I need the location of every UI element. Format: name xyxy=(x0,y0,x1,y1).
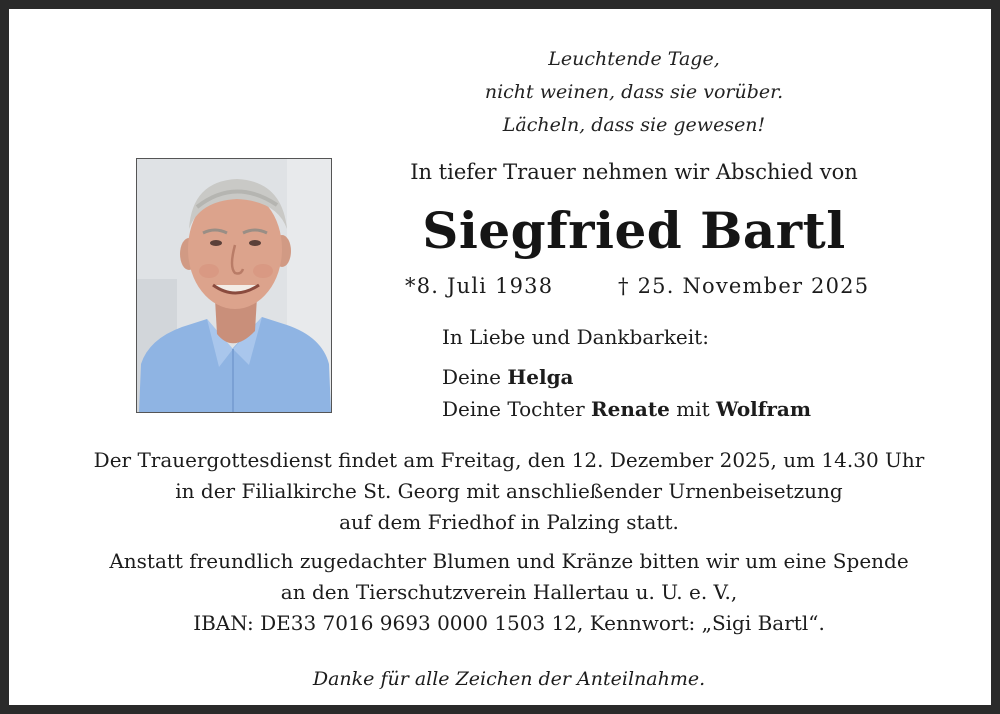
mourner-line-2 xyxy=(442,393,811,425)
service-line-2: in der Filialkirche St. Georg mit anschließender Urnenbeisetzung xyxy=(175,479,843,503)
donation-line-2: an den Tierschutzverein Hallertau u. U. e. V., xyxy=(280,580,738,604)
mourner-connector: mit xyxy=(669,397,716,421)
donation-line-3: IBAN: DE33 7016 9693 0000 1503 12, Kennwort: „Sigi Bartl“. xyxy=(193,611,825,635)
thanks-note: Danke für alle Zeichen der Anteilnahme. xyxy=(312,668,706,690)
mourners-heading: In Liebe und Dankbarkeit: xyxy=(442,325,709,349)
mourner-name: Renate xyxy=(591,397,670,421)
service-line-1: Der Trauergottesdienst findet am Freitag, den 12. Dezember 2025, um 14.30 Uhr xyxy=(93,448,925,472)
mourner-name: Wolfram xyxy=(715,397,812,421)
portrait-illustration xyxy=(137,159,331,412)
verse-line-3: Lächeln, dass sie gewesen! xyxy=(502,114,766,136)
donation-line-1: Anstatt freundlich zugedachter Blumen und Kränze bitten wir um eine Spende xyxy=(109,549,909,573)
donation-info xyxy=(9,546,1000,639)
deceased-name: Siegfried Bartl xyxy=(422,201,846,260)
mourners-list xyxy=(442,361,811,425)
farewell-intro: In tiefer Trauer nehmen wir Abschied von xyxy=(410,160,858,184)
birth-date: *8. Juli 1938 xyxy=(405,274,554,298)
death-date: † 25. November 2025 xyxy=(618,274,870,298)
portrait-photo xyxy=(136,158,332,413)
memorial-verse xyxy=(439,43,829,142)
service-line-3: auf dem Friedhof in Palzing statt. xyxy=(339,510,679,534)
mourner-prefix: Deine Tochter xyxy=(442,397,592,421)
mourner-name: Helga xyxy=(507,365,574,389)
mourner-prefix: Deine xyxy=(442,365,508,389)
service-info xyxy=(9,445,1000,538)
verse-line-2: nicht weinen, dass sie vorüber. xyxy=(484,81,784,103)
mourner-line-1 xyxy=(442,361,811,393)
verse-line-1: Leuchtende Tage, xyxy=(548,48,720,70)
